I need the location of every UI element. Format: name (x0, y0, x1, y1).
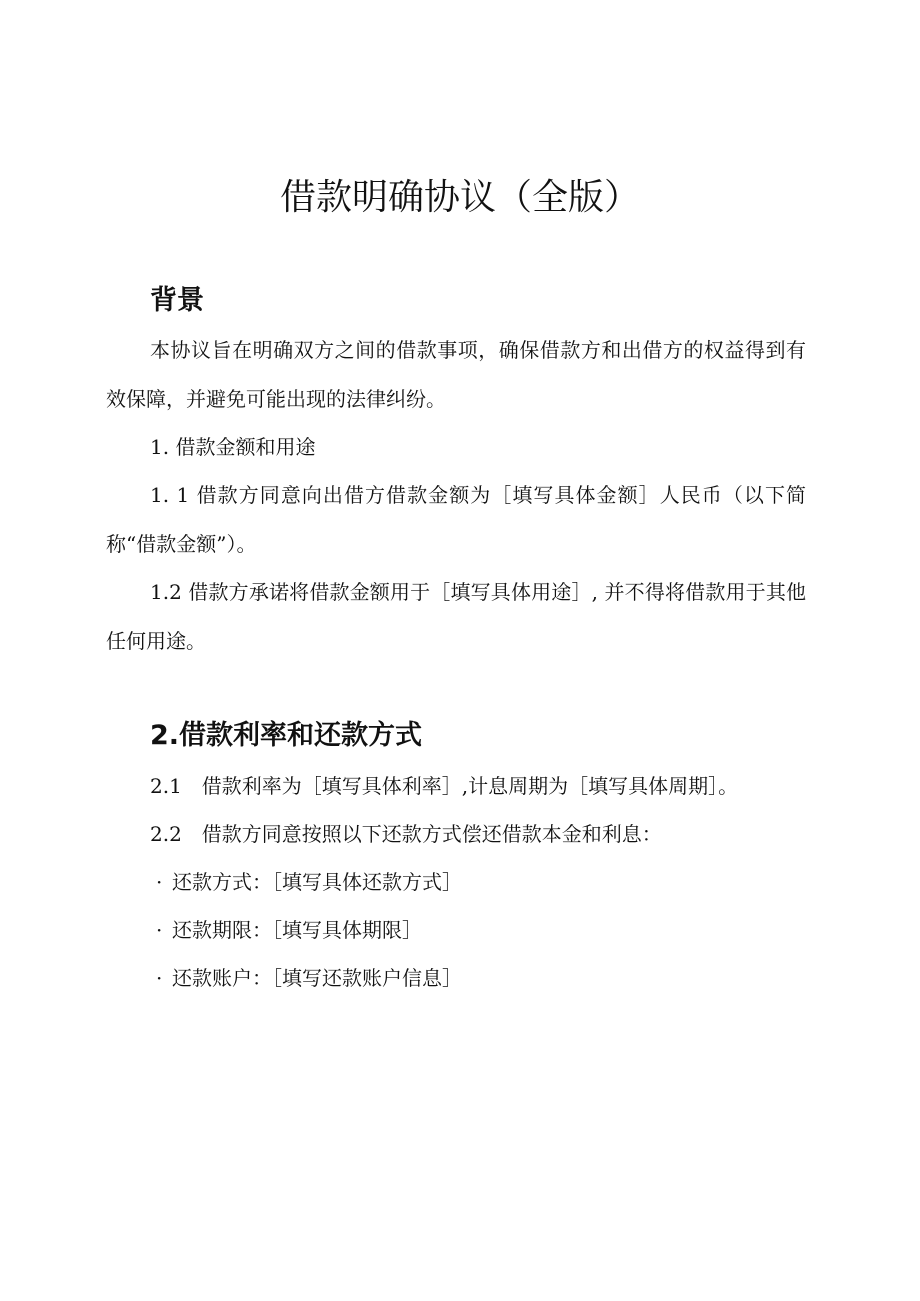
bullet-marker: · (156, 918, 163, 942)
repayment-term-text: 还款期限：［填写具体期限］ (172, 918, 422, 942)
background-heading: 背景 (150, 285, 204, 316)
document-title: 借款明确协议（全版） (279, 177, 640, 218)
bullet-marker: · (156, 966, 163, 990)
repayment-method-text: 还款方式：［填写具体还款方式］ (172, 870, 462, 894)
section-1-heading: 1. 借款金额和用途 (150, 435, 316, 459)
section-2-heading: 2.借款利率和还款方式 (150, 720, 423, 751)
repayment-account-item (156, 963, 462, 993)
bullet-marker: · (156, 870, 163, 894)
clause-1-1: 1. 1 借款方同意向出借方借款金额为［填写具体金额］人民币（以下简称“借款金额”）。 (106, 483, 806, 556)
clause-2-2: 2.2 借款方同意按照以下还款方式偿还借款本金和利息： (150, 822, 662, 846)
background-paragraph: 本协议旨在明确双方之间的借款事项，确保借款方和出借方的权益得到有效保障，并避免可能出现的法律纠纷。 (106, 338, 806, 411)
repayment-term-item (156, 915, 422, 945)
repayment-account-text: 还款账户：［填写还款账户信息］ (172, 966, 462, 990)
clause-1-2: 1.2 借款方承诺将借款金额用于［填写具体用途］, 并不得将借款用于其他任何用途。 (106, 580, 806, 653)
repayment-method-item (156, 867, 462, 897)
clause-2-1: 2.1 借款利率为［填写具体利率］,计息周期为［填写具体周期］。 (150, 774, 739, 798)
